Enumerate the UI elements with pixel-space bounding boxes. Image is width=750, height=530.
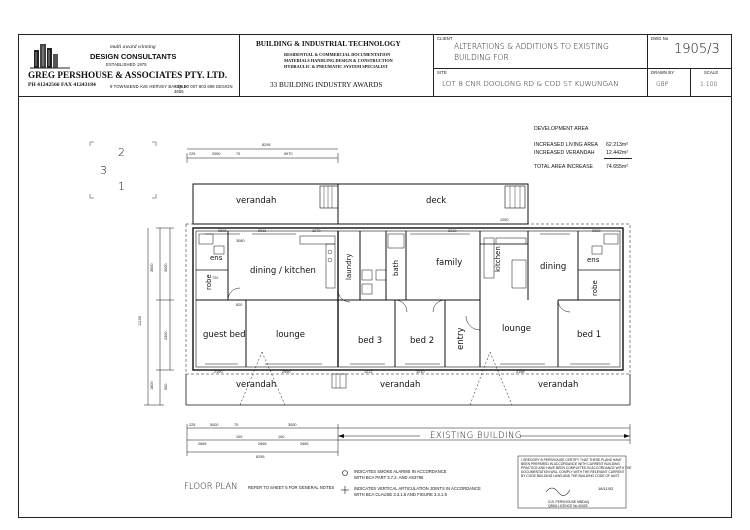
room-bed3: bed 3 bbox=[358, 336, 383, 346]
dim-2990: 2990 bbox=[282, 370, 291, 374]
room-verandah-right: verandah bbox=[538, 380, 579, 390]
firm-tagline: multi award winning bbox=[110, 44, 156, 50]
cert-reg: QBSA LICENCE No 40425 bbox=[548, 504, 588, 508]
existing-building-label: EXISTING BUILDING bbox=[430, 431, 522, 441]
dim-top-c: 70 bbox=[236, 152, 241, 156]
dim-bot-h: 100 bbox=[278, 435, 285, 439]
drawn-value: GBP bbox=[656, 81, 669, 88]
firm-subtitle: DESIGN CONSULTANTS bbox=[90, 52, 177, 61]
joint-note-2: WITH BCA CLAUSE 3.3.1.8 AND FIGURE 3.3.1.9 bbox=[354, 492, 447, 497]
general-notes: REFER TO SHEET 5 FOR GENERAL NOTES bbox=[248, 485, 335, 490]
room-entry: entry bbox=[456, 327, 466, 350]
dim-left-d: 1800 bbox=[150, 381, 154, 390]
dim-top-a: 225 bbox=[189, 152, 196, 156]
drawn-label: DRAWN BY bbox=[651, 70, 675, 75]
dim-left-c: 2300 bbox=[164, 331, 168, 340]
client-line-2: BUILDING FOR bbox=[454, 53, 509, 62]
room-verandah-left: verandah bbox=[236, 380, 277, 390]
smoke-note-1: INDICATES SMOKE ALARMS IN ACCORDANCE bbox=[354, 469, 447, 474]
site-label: SITE bbox=[437, 70, 447, 75]
room-verandah-mid: verandah bbox=[380, 380, 421, 390]
dim-1270: 1270 bbox=[312, 229, 321, 233]
dim-2911: 2911 bbox=[258, 229, 267, 233]
cert-name: G.B. PERSHOUSE MBDAQ bbox=[548, 500, 590, 504]
dim-0808: 0808 bbox=[218, 229, 227, 233]
scale-value: 1:100 bbox=[700, 81, 718, 88]
room-ens-left: ens bbox=[210, 254, 223, 262]
firm-address: 9 TOWNSEND AVE HERVEY BAY QLD bbox=[110, 84, 187, 89]
dwg-number: 1905/3 bbox=[674, 42, 720, 57]
services-heading: BUILDING & INDUSTRIAL TECHNOLOGY bbox=[256, 40, 401, 48]
cert-line-2: BEEN PREPARED IN ACCORDANCE WITH CURRENT BUILDING bbox=[521, 462, 620, 466]
room-bed2: bed 2 bbox=[410, 336, 435, 346]
room-deck: deck bbox=[426, 196, 447, 206]
dim-left-a: 3600 bbox=[150, 263, 154, 272]
area-living-value: 62.213m² bbox=[606, 142, 628, 148]
cert-line-4: DOCUMENTATION WILL COMPLY WITH THE RELEVANT CURRENT bbox=[521, 470, 625, 474]
services-line-2: MATERIALS HANDLING DESIGN & CONSTRUCTION bbox=[284, 58, 393, 63]
room-bath: bath bbox=[392, 260, 400, 276]
services-line-3: HYDRAULIC & PNEUMATIC SYSTEM SPECIALIST bbox=[284, 64, 388, 69]
area-total-value: 74.655m² bbox=[606, 164, 628, 170]
room-robe-left: robe bbox=[205, 274, 213, 290]
dim-1212: 1212 bbox=[364, 370, 373, 374]
dim-bot-a: 225 bbox=[189, 423, 196, 427]
client-line-1: ALTERATIONS & ADDITIONS TO EXISTING bbox=[454, 42, 609, 51]
services-awards: 33 BUILDING INDUSTRY AWARDS bbox=[270, 81, 383, 89]
dim-bot-d: 3000 bbox=[288, 423, 297, 427]
dim-bot-f: 100 bbox=[236, 435, 243, 439]
firm-name: GREG PERSHOUSE & ASSOCIATES PTY. LTD. bbox=[28, 70, 228, 80]
orientation-left: 3 bbox=[100, 164, 107, 177]
cert-date: 18/11/02 bbox=[598, 486, 614, 491]
dim-bot-e: 2665 bbox=[198, 442, 207, 446]
joint-note-1: INDICATES VERTICAL ARTICULATION JOINTS IN ACCORDANCE bbox=[354, 486, 481, 491]
room-lounge-right: lounge bbox=[502, 324, 531, 334]
orientation-bottom: 1 bbox=[118, 180, 125, 193]
dim-1210: 1210 bbox=[416, 370, 425, 374]
dim-2210: 2210 bbox=[448, 229, 457, 233]
cert-line-5: BY CODE BUILDING LAWS AND THE BUILDING CODE OF AUST. bbox=[521, 474, 621, 478]
dim-1250: 1250 bbox=[500, 218, 509, 222]
dim-2198: 2198 bbox=[516, 370, 525, 374]
dim-left-e: 900 bbox=[164, 383, 168, 390]
dwg-label: DWG No bbox=[651, 36, 669, 41]
scale-label: SCALE bbox=[704, 70, 719, 75]
room-verandah-top: verandah bbox=[236, 196, 277, 206]
dim-0909: 0909 bbox=[592, 229, 601, 233]
room-laundry: laundry bbox=[345, 253, 353, 280]
area-verandah-label: INCREASED VERANDAH bbox=[534, 150, 595, 156]
area-verandah-value: 12.442m² bbox=[606, 150, 628, 156]
room-ens-right: ens bbox=[587, 256, 600, 264]
dim-720: 720 bbox=[212, 276, 219, 280]
dim-top-overall: 8295 bbox=[262, 143, 271, 147]
room-kitchen: kitchen bbox=[494, 246, 502, 272]
area-living-label: INCREASED LIVING AREA bbox=[534, 142, 598, 148]
firm-phone: PH 41242566 FAX 41243184 bbox=[28, 82, 96, 88]
room-dining-kitchen: dining / kitchen bbox=[250, 266, 316, 276]
room-guest-bed: guest bed bbox=[203, 330, 246, 340]
services-line-1: RESIDENTIAL & COMMERCIAL DOCUMENTATION bbox=[284, 52, 391, 57]
site-value: LOT 8 CNR DOOLONG RD & COD ST KUWUNGAN bbox=[442, 79, 619, 88]
room-robe-right: robe bbox=[591, 280, 599, 296]
cert-line-1: I GREGORY B PERSHOUSE CERTIFY THAT THESE PLANS HAVE bbox=[521, 458, 622, 462]
firm-postal: ABN 60 007 803 698 DESIGN 4655 bbox=[174, 84, 233, 94]
dim-820a: 820 bbox=[236, 303, 243, 307]
client-label: CLIENT bbox=[437, 36, 453, 41]
dim-bot-i: 2665 bbox=[300, 442, 309, 446]
room-lounge-left: lounge bbox=[276, 330, 305, 340]
room-dining-right: dining bbox=[540, 262, 567, 272]
smoke-note-2: WITH BCA PART 3.7.2. AND AS3786 bbox=[354, 475, 424, 480]
dim-2190: 2190 bbox=[214, 370, 223, 374]
dim-bot-c: 70 bbox=[234, 423, 239, 427]
dim-3080: 3080 bbox=[236, 239, 245, 243]
dim-left-b: 3000 bbox=[164, 263, 168, 272]
dim-left-overall: 11100 bbox=[138, 316, 142, 326]
area-heading: DEVELOPMENT AREA bbox=[534, 126, 589, 132]
dim-bot-overall: 8295 bbox=[256, 455, 265, 459]
firm-established: ESTABLISHED 1978 bbox=[106, 62, 147, 67]
dim-top-d: 5970 bbox=[284, 152, 293, 156]
cert-line-3: PRACTICE AND HAVE BEEN COMPLETED IN ACCORDANCE WITH THE bbox=[521, 466, 632, 470]
orientation-top: 2 bbox=[118, 146, 125, 159]
dim-bot-b: 5000 bbox=[210, 423, 219, 427]
dim-top-b: 2050 bbox=[212, 152, 221, 156]
dim-bot-g: 2665 bbox=[258, 442, 267, 446]
floor-plan-title: FLOOR PLAN bbox=[184, 482, 238, 492]
room-bed1: bed 1 bbox=[577, 330, 602, 340]
room-family: family bbox=[436, 258, 463, 268]
area-total-label: TOTAL AREA INCREASE bbox=[534, 164, 593, 170]
